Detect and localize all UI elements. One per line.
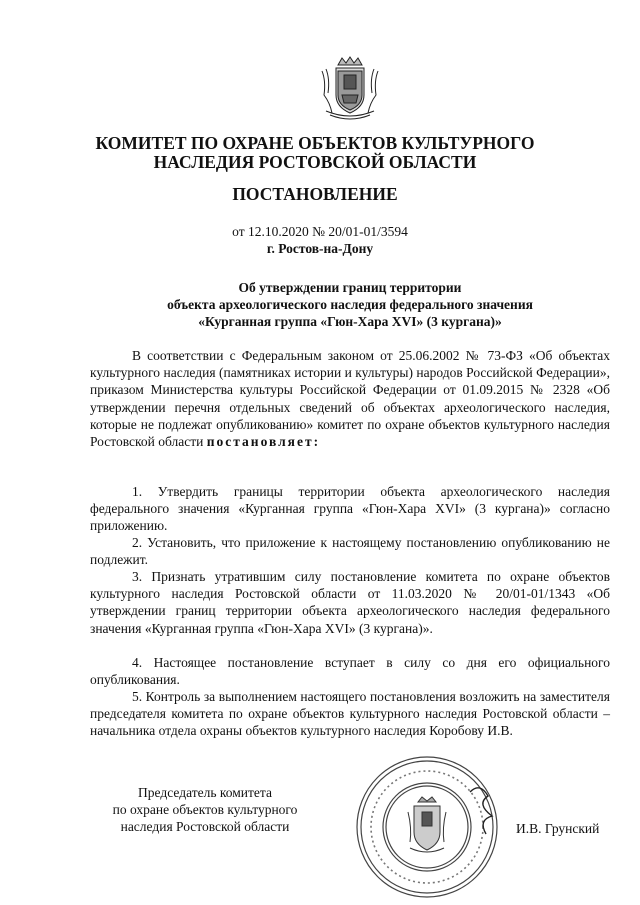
item-5: 5. Контроль за выполнением настоящего постановления возложить на заместителя председателя комитета по охране объектов культурного наследия Ростовской области – начальника отдела охраны объектов культурного наследия Коробову И.В. xyxy=(90,689,610,739)
official-seal-stamp xyxy=(352,752,502,902)
coat-of-arms-emblem xyxy=(316,55,384,121)
signer-position-line3: наследия Ростовской области xyxy=(120,819,290,834)
signer-position-line2: по охране объектов культурного xyxy=(112,802,298,817)
item-1: 1. Утвердить границы территории объекта археологического наследия федерального значения «Курганная группа «Гюн-Хара XVI» (3 кургана)» согласно приложению. xyxy=(90,484,610,534)
city: г. Ростов-на-Дону xyxy=(266,241,374,256)
organization-name-line2: НАСЛЕДИЯ РОСТОВСКОЙ ОБЛАСТИ xyxy=(153,152,477,172)
preamble-text: В соответствии с Федеральным законом от 25.06.2002 № 73-ФЗ «Об объектах культурного наследия (памятниках истории и культуры) народов Российской Федерации», приказом Министерства культуры Российской Федерации от 01.09.2015 № 2328 «Об утверждении перечня отдельных сведений об объектах археологического наследия, которые не подлежат опубликованию» комитет по охране объектов культурного наследия Ростовской области xyxy=(90,348,610,450)
organization-name-line1: КОМИТЕТ ПО ОХРАНЕ ОБЪЕКТОВ КУЛЬТУРНОГО xyxy=(95,133,535,153)
item-4: 4. Настоящее постановление вступает в силу со дня его официального опубликования. xyxy=(90,655,610,688)
item-2: 2. Установить, что приложение к настоящему постановлению опубликованию не подлежит. xyxy=(90,535,610,568)
item-3: 3. Признать утратившим силу постановление комитета по охране объектов культурного наследия Ростовской области от 11.03.2020 № 20/01-01/1343 «Об утверждении границ территории объекта археологического наследия федерального значения «Курганная группа «Гюн-Хара XVI» (3 кургана)». xyxy=(90,569,610,636)
preamble xyxy=(90,347,610,450)
document-type: ПОСТАНОВЛЕНИЕ xyxy=(232,184,398,204)
registration-date-number: от 12.10.2020 № 20/01-01/3594 xyxy=(232,224,408,239)
subject-line2: объекта археологического наследия федерального значения xyxy=(167,297,533,312)
decree-word: постановляет: xyxy=(206,434,321,450)
signer-name: И.В. Грунский xyxy=(516,821,600,836)
signer-position-line1: Председатель комитета xyxy=(138,785,272,800)
subject-line3: «Курганная группа «Гюн-Хара XVI» (3 кургана)» xyxy=(198,314,502,329)
signer-position xyxy=(80,784,330,835)
subject-line1: Об утверждении границ территории xyxy=(238,280,462,295)
